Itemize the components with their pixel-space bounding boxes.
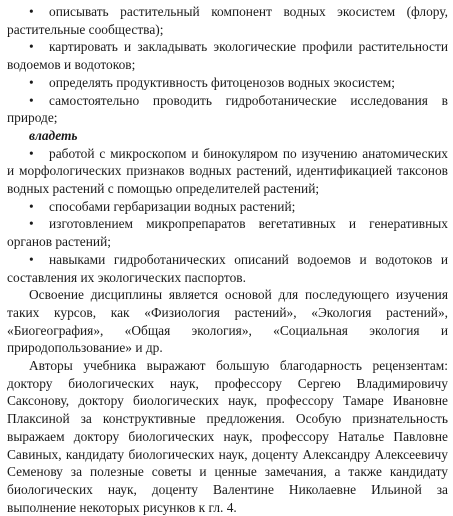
bullet-marker: • <box>29 4 34 19</box>
bullet-marker: • <box>29 145 34 161</box>
list-item-text: навыками гидроботанических описаний водоемов и водотоков и составления их экологических паспортов. <box>7 251 448 285</box>
bullet-marker: • <box>29 198 34 214</box>
list-item <box>7 3 448 38</box>
list-item <box>7 251 448 286</box>
body-paragraph: Освоение дисциплины является основой для последующего изучения таких курсов, как «Физиология растений», «Экология растений», «Биогеография», «Общая экология», «Социальная экология и природопользование» и др. <box>7 287 448 356</box>
bullet-marker: • <box>29 39 34 55</box>
bullet-marker: • <box>29 74 34 90</box>
list-item-text: способами гербаризации водных растений; <box>49 198 296 214</box>
list-item <box>7 198 448 216</box>
list-item-text: самостоятельно проводить гидроботанические исследования в природе; <box>7 92 448 126</box>
list-item <box>7 38 448 73</box>
list-item-text: картировать и закладывать экологические профили растительности водоемов и водотоков; <box>7 39 448 73</box>
list-item <box>7 92 448 127</box>
list-item <box>7 74 448 92</box>
list-item-text: изготовлением микропрепаратов вегетативных и генеративных органов растений; <box>7 216 448 250</box>
section-heading: владеть <box>29 127 78 143</box>
list-item <box>7 145 448 198</box>
list-item-text: определять продуктивность фитоценозов водных экосистем; <box>49 74 395 90</box>
list-item-text: описывать растительный компонент водных экосистем (флору, растительные сообщества); <box>7 4 448 37</box>
list-item <box>7 215 448 250</box>
bullet-marker: • <box>29 92 34 108</box>
list-item-text: работой с микроскопом и бинокуляром по изучению анатомических и морфологических признаков водных растений, идентификацией таксонов водных растений с помощью определителей растений; <box>7 145 448 197</box>
bullet-marker: • <box>29 251 34 267</box>
body-paragraph: Авторы учебника выражают большую благодарность рецензентам: доктору биологических наук, профессору Сергею Владимировичу Саксонову, доктору биологических наук, профессору Тамаре Ивановне Плаксиной за конструктивные предложения. Особую признательность выражаем доктору биологических наук, профессору Наталье Павловне Савиных, кандидату биологических наук, доценту Александру Алексеевичу Семенову за полезные советы и ценные замечания, а также кандидату биологических наук, доценту Валентине Николаевне Ильиной за выполнение некоторых рисунков к гл. 4. <box>7 358 448 515</box>
bullet-marker: • <box>29 216 34 232</box>
